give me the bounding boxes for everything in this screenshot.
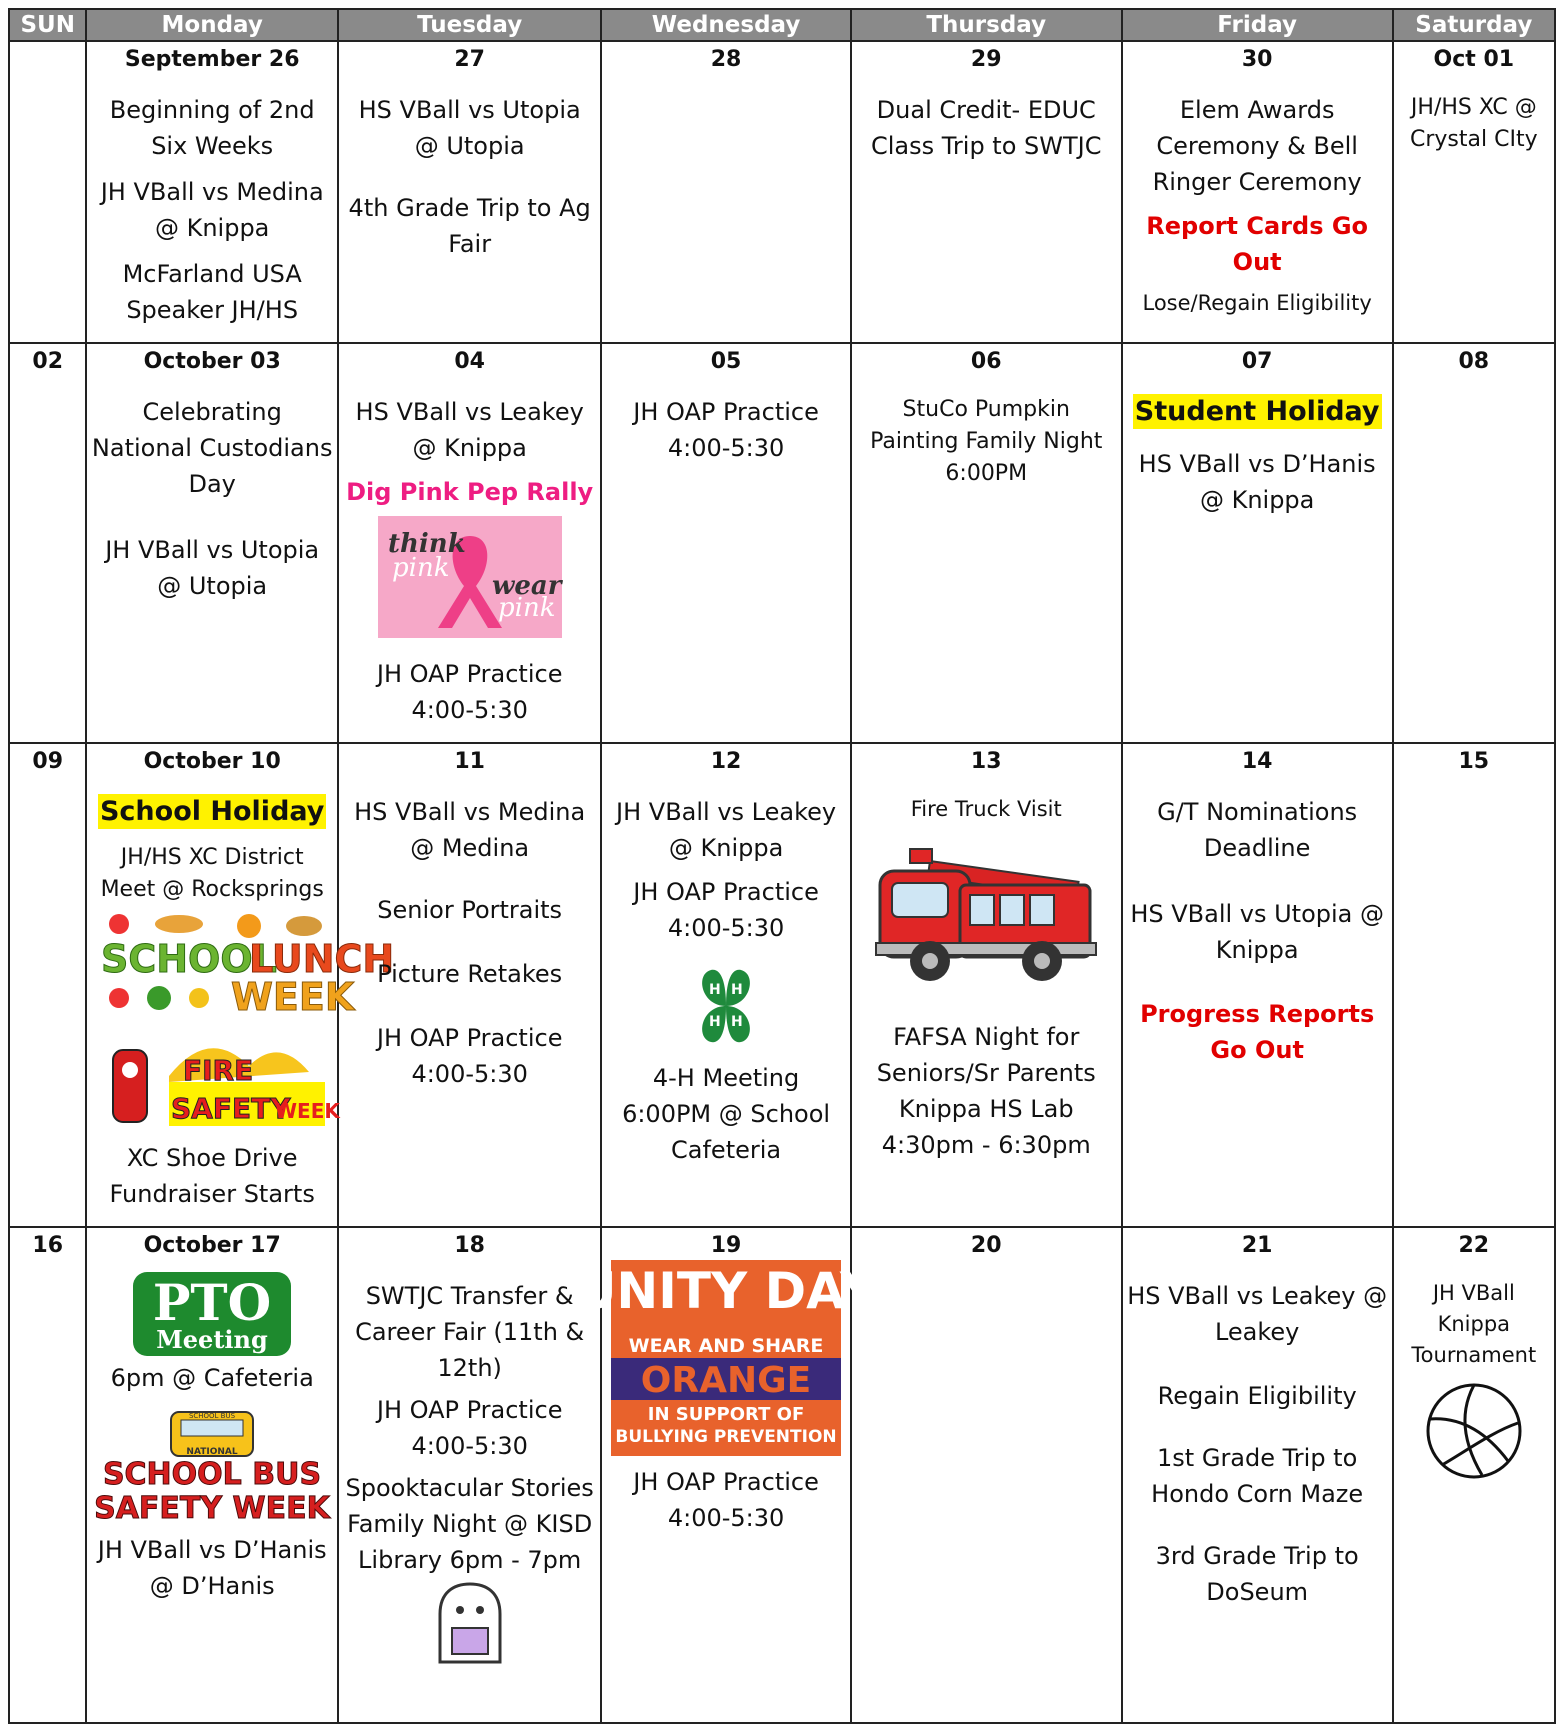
date-label: 20 <box>970 1233 1002 1258</box>
day-header-sun: SUN <box>9 9 86 41</box>
holiday-badge: School Holiday <box>99 796 325 827</box>
day-cell-sun <box>9 743 86 1227</box>
day-cell-tue <box>338 41 601 343</box>
date-label: October 03 <box>143 349 281 374</box>
date-label: 08 <box>1458 349 1490 374</box>
event: Picture Retakes <box>377 960 563 988</box>
svg-text:H: H <box>709 1014 721 1030</box>
svg-text:SAFETY WEEK: SAFETY WEEK <box>94 1491 331 1526</box>
date-label: 29 <box>970 47 1002 72</box>
date-label: Oct 01 <box>1433 47 1515 72</box>
day-cell-mon <box>86 743 395 1227</box>
day-cell-wed <box>601 743 850 1227</box>
day-cell-sat <box>1393 743 1555 1227</box>
day-cell-thu <box>851 743 1122 1227</box>
fire-truck-icon <box>870 831 1102 985</box>
svg-text:WEAR AND SHARE: WEAR AND SHARE <box>628 1335 824 1357</box>
ghost-reading-icon <box>434 1582 506 1662</box>
event: HS VBall vs Leakey @ Knippa <box>355 398 584 462</box>
svg-text:NATIONAL: NATIONAL <box>186 1447 238 1457</box>
4h-clover-icon <box>681 964 771 1050</box>
day-cell-sat <box>1393 343 1555 743</box>
date-label: 15 <box>1458 749 1490 774</box>
date-label: 02 <box>32 349 64 374</box>
week-row <box>9 343 1555 743</box>
event-important: Progress Reports Go Out <box>1140 1000 1375 1064</box>
date-label: 09 <box>32 749 64 774</box>
svg-text:WEEK: WEEK <box>231 975 355 1019</box>
event: Senior Portraits <box>377 896 563 924</box>
event: JH VBall vs Utopia @ Utopia <box>105 536 320 600</box>
week-row <box>9 41 1555 343</box>
svg-text:FIRE: FIRE <box>183 1054 254 1087</box>
svg-text:LUNCH: LUNCH <box>249 937 395 981</box>
day-cell-wed <box>575 1227 877 1723</box>
day-header-row <box>9 9 1555 41</box>
svg-text:wear: wear <box>491 571 562 601</box>
day-cell-fri <box>1122 343 1393 743</box>
date-label: 16 <box>32 1233 64 1258</box>
pto-meeting-icon <box>129 1268 295 1360</box>
date-label: October 10 <box>143 749 281 774</box>
event: JH VBall vs Medina @ Knippa <box>100 178 324 242</box>
svg-text:H: H <box>709 982 721 998</box>
date-label: 05 <box>710 349 742 374</box>
event: 1st Grade Trip to Hondo Corn Maze <box>1151 1444 1364 1508</box>
event: Beginning of 2nd Six Weeks <box>109 96 315 160</box>
event: HS VBall vs Medina @ Medina <box>354 798 586 862</box>
event: Elem Awards Ceremony & Bell Ringer Ceremony <box>1152 96 1362 196</box>
event: JH VBall vs D’Hanis @ D’Hanis <box>97 1536 327 1600</box>
date-label: 13 <box>970 749 1002 774</box>
date-label: October 17 <box>143 1233 281 1258</box>
event: JH/HS XC @ Crystal CIty <box>1410 95 1538 152</box>
event: HS VBall vs Utopia @ Utopia <box>358 96 581 160</box>
event: JH VBall Knippa Tournament <box>1411 1281 1537 1367</box>
day-cell-mon <box>86 41 338 343</box>
event-important: Report Cards Go Out <box>1146 212 1369 276</box>
day-cell-fri <box>1122 743 1393 1227</box>
svg-text:pink: pink <box>497 593 556 623</box>
svg-text:pink: pink <box>391 553 450 583</box>
svg-text:UNITY DAY: UNITY DAY <box>575 1262 877 1320</box>
day-cell-sun <box>9 41 86 343</box>
day-cell-tue <box>338 343 601 743</box>
event: 4-H Meeting 6:00PM @ School Cafeteria <box>622 1064 831 1164</box>
svg-text:SCHOOL: SCHOOL <box>101 937 278 981</box>
date-label: 06 <box>970 349 1002 374</box>
event: JH OAP Practice 4:00-5:30 <box>376 1396 563 1460</box>
event: Spooktacular Stories Family Night @ KISD Library 6pm - 7pm <box>345 1474 594 1574</box>
svg-text:IN SUPPORT OF: IN SUPPORT OF <box>647 1404 805 1425</box>
unity-day-icon <box>575 1260 877 1456</box>
event: 4th Grade Trip to Ag Fair <box>348 194 591 258</box>
day-header-thursday: Thursday <box>851 9 1122 41</box>
date-label: 21 <box>1241 1233 1273 1258</box>
day-cell-sun <box>9 343 86 743</box>
volleyball-icon <box>1422 1381 1526 1481</box>
day-header-saturday: Saturday <box>1393 9 1555 41</box>
date-label: 27 <box>454 47 485 72</box>
day-cell-thu <box>851 343 1122 743</box>
day-cell-tue <box>338 743 601 1227</box>
event: JH OAP Practice 4:00-5:30 <box>633 878 819 942</box>
event: JH VBall vs Leakey @ Knippa <box>616 798 837 862</box>
event: Celebrating National Custodians Day <box>91 398 333 498</box>
day-cell-wed <box>601 343 850 743</box>
day-cell-tue <box>338 1227 601 1723</box>
date-label: 18 <box>454 1233 485 1258</box>
day-cell-sun <box>9 1227 86 1723</box>
event: XC Shoe Drive Fundraiser Starts <box>109 1144 315 1208</box>
event: Regain Eligibility <box>1157 1382 1357 1410</box>
day-cell-thu <box>851 1227 1122 1723</box>
day-header-tuesday: Tuesday <box>338 9 601 41</box>
day-header-friday: Friday <box>1122 9 1393 41</box>
event: HS VBall vs Utopia @ Knippa <box>1130 900 1385 964</box>
week-row <box>9 743 1555 1227</box>
event: JH/HS XC District Meet @ Rocksprings <box>100 845 324 902</box>
day-cell-mon <box>86 1227 338 1723</box>
date-label: 12 <box>710 749 742 774</box>
event-highlight: Dig Pink Pep Rally <box>346 478 594 506</box>
event: SWTJC Transfer & Career Fair (11th & 12th) <box>355 1282 585 1382</box>
svg-text:H: H <box>731 982 743 998</box>
event: JH OAP Practice 4:00-5:30 <box>376 660 563 724</box>
school-lunch-week-icon <box>99 912 395 1019</box>
event: G/T Nominations Deadline <box>1157 798 1358 862</box>
calendar-grid <box>8 8 1556 1724</box>
svg-text:ORANGE: ORANGE <box>640 1360 812 1401</box>
date-label: 04 <box>454 349 485 374</box>
event: JH OAP Practice 4:00-5:30 <box>633 398 819 462</box>
event: StuCo Pumpkin Painting Family Night 6:00PM <box>870 397 1103 486</box>
event: McFarland USA Speaker JH/HS <box>122 260 302 324</box>
date-label: 28 <box>710 47 742 72</box>
event: Dual Credit- EDUC Class Trip to SWTJC <box>871 96 1102 160</box>
event: Lose/Regain Eligibility <box>1142 291 1372 315</box>
event: 3rd Grade Trip to DoSeum <box>1155 1542 1359 1606</box>
day-header-wednesday: Wednesday <box>601 9 850 41</box>
day-cell-fri <box>1122 1227 1393 1723</box>
think-pink-ribbon-icon <box>378 516 562 638</box>
svg-text:PTO: PTO <box>153 1273 272 1332</box>
svg-text:SCHOOL BUS: SCHOOL BUS <box>103 1457 322 1492</box>
event: Fire Truck Visit <box>910 797 1062 821</box>
svg-text:BULLYING PREVENTION: BULLYING PREVENTION <box>615 1427 837 1447</box>
holiday-badge: Student Holiday <box>1134 396 1380 427</box>
svg-text:WEEK: WEEK <box>275 1099 341 1123</box>
day-cell-wed <box>601 41 850 343</box>
svg-text:SAFETY: SAFETY <box>171 1092 291 1125</box>
event: 6pm @ Cafeteria <box>110 1364 314 1392</box>
date-label: 11 <box>454 749 485 774</box>
day-cell-sat <box>1393 41 1555 343</box>
svg-text:SCHOOL BUS: SCHOOL BUS <box>189 1412 236 1420</box>
day-cell-sat <box>1393 1227 1555 1723</box>
event: FAFSA Night for Seniors/Sr Parents Knippa HS Lab 4:30pm - 6:30pm <box>876 1023 1096 1159</box>
svg-text:think: think <box>387 529 466 559</box>
day-cell-mon <box>86 343 338 743</box>
date-label: 22 <box>1458 1233 1490 1258</box>
date-label: 30 <box>1241 47 1273 72</box>
day-cell-fri <box>1122 41 1393 343</box>
week-row <box>9 1227 1555 1723</box>
date-label: September 26 <box>124 47 300 72</box>
svg-text:Meeting: Meeting <box>156 1325 268 1354</box>
fire-safety-week-icon <box>99 1026 341 1130</box>
event: HS VBall vs Leakey @ Leakey <box>1127 1282 1388 1346</box>
date-label: 07 <box>1241 349 1273 374</box>
date-label: 14 <box>1241 749 1273 774</box>
event: JH OAP Practice 4:00-5:30 <box>633 1468 819 1532</box>
school-bus-safety-week-icon <box>94 1408 331 1528</box>
svg-text:H: H <box>731 1014 743 1030</box>
day-header-monday: Monday <box>86 9 338 41</box>
event: JH OAP Practice 4:00-5:30 <box>376 1024 563 1088</box>
event: HS VBall vs D’Hanis @ Knippa <box>1138 450 1376 514</box>
date-label: 19 <box>710 1233 742 1258</box>
day-cell-thu <box>851 41 1122 343</box>
